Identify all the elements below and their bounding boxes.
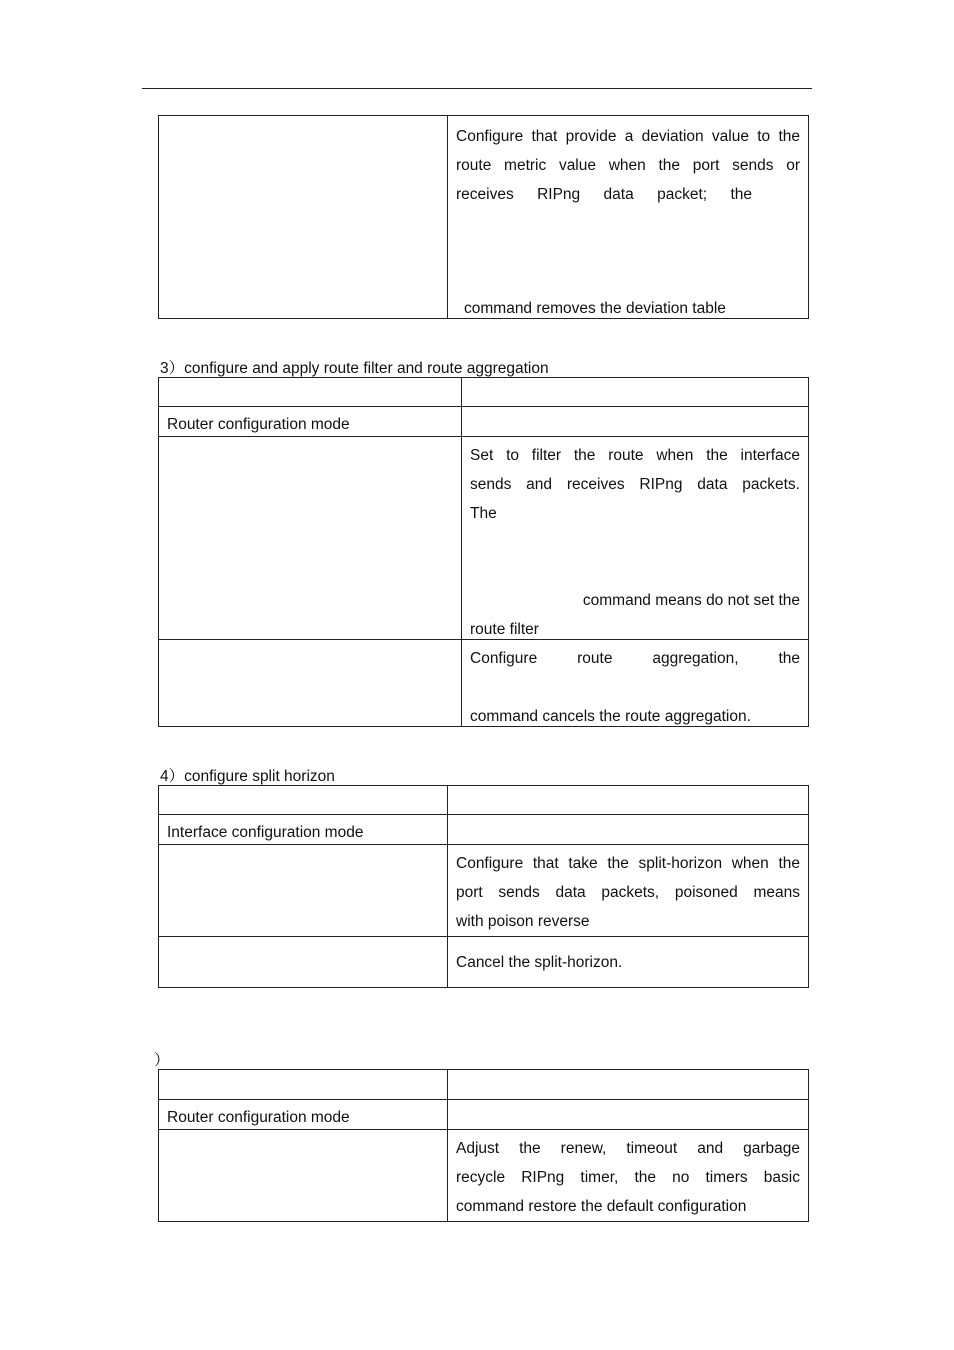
desc-line: Set to filter the route when the interface xyxy=(470,447,800,464)
empty-cell xyxy=(462,407,809,437)
header-rule xyxy=(142,88,812,89)
split-description-cell xyxy=(448,845,809,937)
cancel-description-cell: Cancel the split-horizon. xyxy=(448,937,809,988)
description-cell xyxy=(448,116,809,319)
mode-cell: Router configuration mode xyxy=(159,407,462,437)
desc-line: receives RIPng data packet; the xyxy=(456,186,752,203)
desc-line: with poison reverse xyxy=(456,913,590,930)
mode-cell: Interface configuration mode xyxy=(159,815,448,845)
desc-line: The xyxy=(470,505,497,522)
header-cell xyxy=(448,1070,809,1100)
deviation-table xyxy=(158,115,809,319)
desc-line: command means do not set the xyxy=(582,592,800,609)
desc-line: Configure that take the split-horizon when the xyxy=(456,855,800,872)
header-cell xyxy=(159,1070,448,1100)
split-horizon-table xyxy=(158,785,809,988)
desc-line: Configure that provide a deviation value to the xyxy=(456,128,800,145)
empty-cell xyxy=(448,815,809,845)
timer-table xyxy=(158,1069,809,1222)
desc-line: command restore the default configuration xyxy=(456,1198,747,1215)
desc-line: command removes the deviation table xyxy=(464,300,726,317)
header-cell xyxy=(462,378,809,407)
desc-line: route filter xyxy=(470,621,539,638)
header-cell xyxy=(448,786,809,815)
aggregation-description-cell xyxy=(462,640,809,727)
command-cell xyxy=(159,640,462,727)
desc-line: port sends data packets, poisoned means xyxy=(456,884,800,901)
command-cell xyxy=(159,116,448,319)
section-caption: 4）configure split horizon xyxy=(160,768,335,785)
command-cell xyxy=(159,845,448,937)
mode-cell: Router configuration mode xyxy=(159,1100,448,1130)
filter-table xyxy=(158,377,809,727)
section-caption: 3）configure and apply route filter and route aggregation xyxy=(160,360,549,377)
section-caption: ） xyxy=(154,1052,170,1069)
command-cell xyxy=(159,1130,448,1222)
header-cell xyxy=(159,786,448,815)
command-cell xyxy=(159,937,448,988)
desc-line: route metric value when the port sends or xyxy=(456,157,800,174)
desc-line: Adjust the renew, timeout and garbage xyxy=(456,1140,800,1157)
command-cell xyxy=(159,437,462,640)
desc-line: sends and receives RIPng data packets. xyxy=(470,476,800,493)
timer-description-cell xyxy=(448,1130,809,1222)
empty-cell xyxy=(448,1100,809,1130)
header-cell xyxy=(159,378,462,407)
filter-description-cell xyxy=(462,437,809,640)
desc-line: command cancels the route aggregation. xyxy=(470,708,751,725)
desc-line: recycle RIPng timer, the no timers basic xyxy=(456,1169,800,1186)
desc-line: Configure route aggregation, the xyxy=(470,650,800,667)
